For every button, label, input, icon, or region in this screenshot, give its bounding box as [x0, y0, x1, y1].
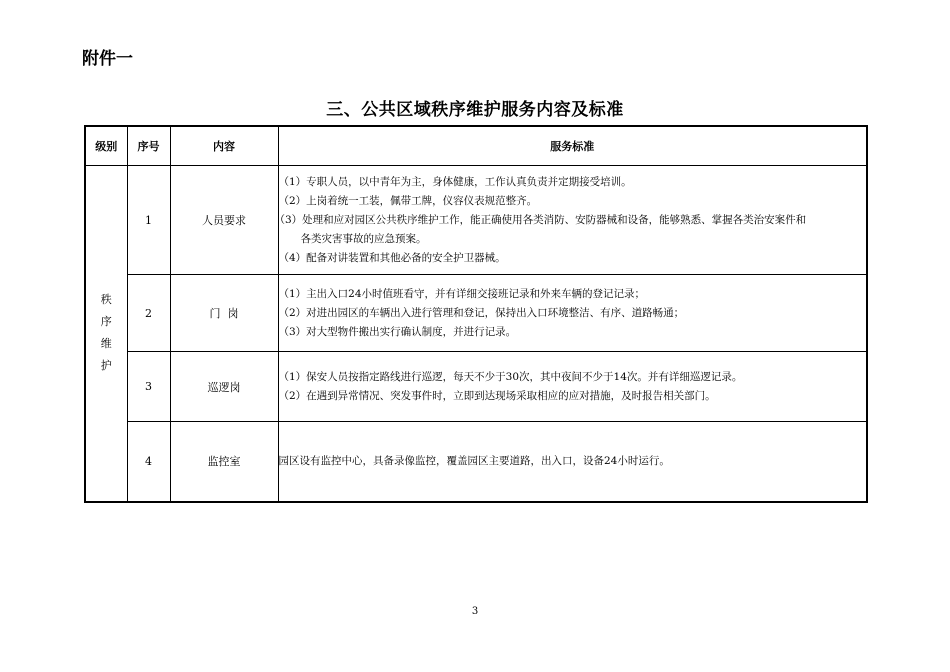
row-standards	[278, 275, 867, 352]
header-content: 内容	[170, 126, 278, 166]
header-standard: 服务标准	[278, 126, 867, 166]
row-number: 4	[127, 422, 170, 502]
standard-line: （1）主出入口24小时值班看守，并有详细交接班记录和外来车辆的登记记录；	[278, 287, 646, 300]
header-level: 级别	[85, 126, 127, 166]
row-standards	[278, 352, 867, 422]
row-content: 巡逻岗	[170, 352, 278, 422]
service-standards-table	[84, 125, 868, 503]
standard-line: 园区设有监控中心，具备录像监控，覆盖园区主要道路，出入口，设备24小时运行。	[278, 454, 670, 467]
table-row	[85, 352, 867, 422]
standard-line: （3）处理和应对园区公共秩序维护工作，能正确使用各类消防、安防器械和设备，能够熟悉、掌握各类治安案件和	[274, 213, 807, 226]
standard-line: （2）对进出园区的车辆出入进行管理和登记，保持出入口环境整洁、有序、道路畅通；	[278, 306, 685, 319]
standard-line: 各类灾害事故的应急预案。	[300, 232, 427, 245]
row-content: 人员要求	[170, 166, 278, 275]
level-cell	[85, 166, 127, 502]
standard-line: （3）对大型物件搬出实行确认制度，并进行记录。	[278, 325, 517, 338]
row-content: 门 岗	[170, 275, 278, 352]
row-standards	[274, 166, 867, 275]
attachment-label: 附件一	[82, 49, 133, 69]
standard-line: （1）专职人员，以中青年为主，身体健康，工作认真负责并定期接受培训。	[278, 175, 632, 188]
row-content: 监控室	[170, 422, 278, 502]
table-header-row	[85, 126, 867, 166]
standard-line: （1）保安人员按指定路线进行巡逻，每天不少于30次，其中夜间不少于14次。并有详细巡逻记录。	[278, 370, 743, 383]
page-number: 3	[471, 606, 479, 617]
row-standards	[278, 422, 867, 502]
header-number: 序号	[127, 126, 170, 166]
standard-line: （2）在遇到异常情况、突发事件时，立即到达现场采取相应的应对措施，及时报告相关部门。	[278, 389, 716, 402]
standard-line: （4）配备对讲装置和其他必备的安全护卫器械。	[278, 251, 506, 264]
standard-line: （2）上岗着统一工装，佩带工牌，仪容仪表规范整齐。	[278, 194, 538, 207]
level-label: 秩序维护	[100, 293, 112, 373]
document-title: 三、公共区域秩序维护服务内容及标准	[326, 100, 624, 120]
row-number: 3	[127, 352, 170, 422]
table-row	[85, 275, 867, 352]
row-number: 1	[127, 166, 170, 275]
row-number: 2	[127, 275, 170, 352]
table-row	[85, 166, 867, 275]
table-row	[85, 422, 867, 502]
